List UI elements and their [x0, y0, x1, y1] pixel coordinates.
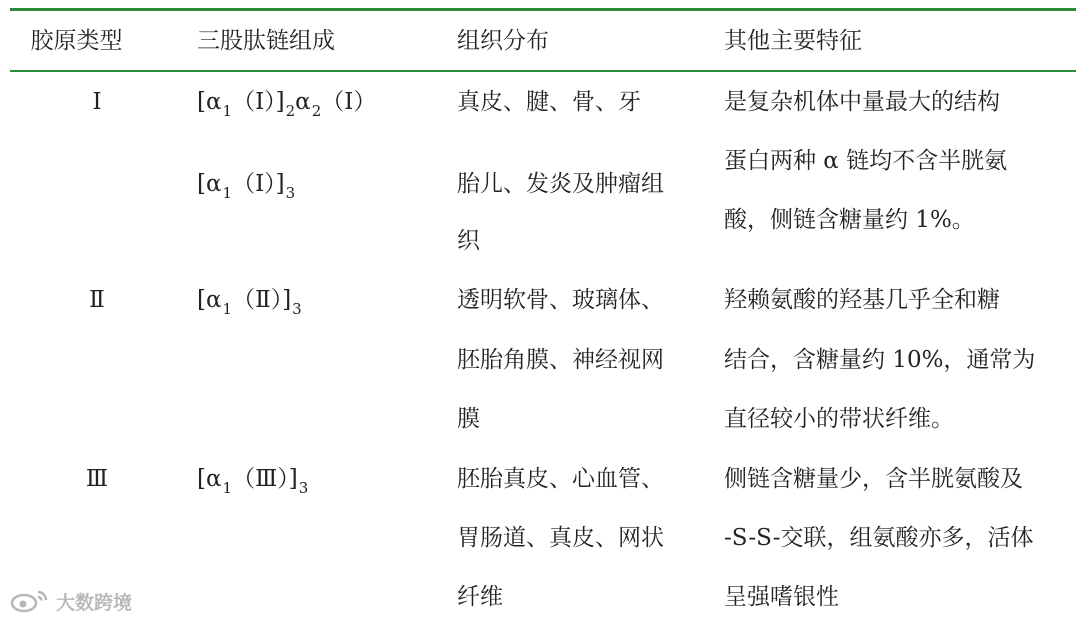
chain-formula	[197, 155, 295, 223]
table-header-rule	[10, 70, 1076, 72]
chain-formula	[197, 73, 376, 141]
feature-line: -S-S-交联，组氨酸亦多，活体	[724, 525, 1034, 551]
collagen-type-cell: Ⅲ	[85, 466, 109, 492]
chain-subscript: 1	[222, 299, 233, 318]
chain-formula-part: （Ⅰ）	[321, 89, 377, 115]
distribution-line: 透明软骨、玻璃体、	[457, 287, 664, 313]
chain-subscript: 3	[285, 183, 296, 202]
chain-formula-part: [α	[197, 287, 222, 313]
chain-formula-part: [α	[197, 89, 222, 115]
chain-formula-part: （Ⅲ）]	[232, 466, 298, 492]
header-chain-composition: 三股肽链组成	[197, 28, 335, 54]
distribution-line: 胚胎真皮、心血管、	[457, 466, 664, 492]
distribution-line: 织	[457, 228, 480, 254]
feature-line: 呈强嗜银性	[724, 584, 839, 610]
table-top-rule	[10, 8, 1076, 11]
feature-line: 侧链含糖量少，含半胱氨酸及	[724, 466, 1023, 492]
chain-formula	[197, 271, 302, 339]
chain-subscript: 3	[292, 299, 302, 318]
chain-subscript: 2	[311, 101, 322, 120]
collagen-type-cell: Ⅰ	[92, 89, 102, 115]
chain-formula-part: （Ⅰ）]	[232, 171, 285, 197]
distribution-line: 胚胎角膜、神经视网	[457, 347, 664, 373]
feature-line: 酸，侧链含糖量约 1%。	[724, 207, 975, 233]
chain-subscript: 2	[285, 101, 296, 120]
chain-subscript: 1	[222, 478, 233, 497]
header-other-features: 其他主要特征	[724, 28, 862, 54]
header-tissue-distribution: 组织分布	[457, 28, 549, 54]
collagen-type-cell: Ⅱ	[89, 287, 105, 313]
distribution-line: 真皮、腱、骨、牙	[457, 89, 641, 115]
chain-formula-part: α	[295, 89, 311, 115]
feature-line: 结合，含糖量约 10%，通常为	[724, 347, 1036, 373]
feature-line: 是复杂机体中量最大的结构	[724, 89, 1000, 115]
watermark-text: 大数跨境	[56, 591, 133, 614]
feature-line: 直径较小的带状纤维。	[724, 406, 954, 432]
weibo-logo-icon	[10, 588, 50, 614]
header-collagen-type: 胶原类型	[30, 28, 123, 54]
chain-formula-part: （Ⅰ）]	[232, 89, 285, 115]
feature-line: 蛋白两种 α 链均不含半胱氨	[724, 148, 1008, 174]
watermark	[10, 586, 132, 616]
chain-formula-part: [α	[197, 171, 222, 197]
feature-line: 羟赖氨酸的羟基几乎全和糖	[724, 287, 1000, 313]
distribution-line: 胃肠道、真皮、网状	[457, 525, 664, 551]
chain-subscript: 1	[222, 101, 233, 120]
distribution-line: 胎儿、发炎及肿瘤组	[457, 171, 664, 197]
distribution-line: 纤维	[457, 584, 503, 610]
chain-formula-part: （Ⅱ）]	[232, 287, 292, 313]
chain-subscript: 1	[222, 183, 233, 202]
chain-formula-part: [α	[197, 466, 222, 492]
chain-subscript: 3	[298, 478, 309, 497]
distribution-line: 膜	[457, 406, 480, 432]
chain-formula	[197, 450, 308, 518]
